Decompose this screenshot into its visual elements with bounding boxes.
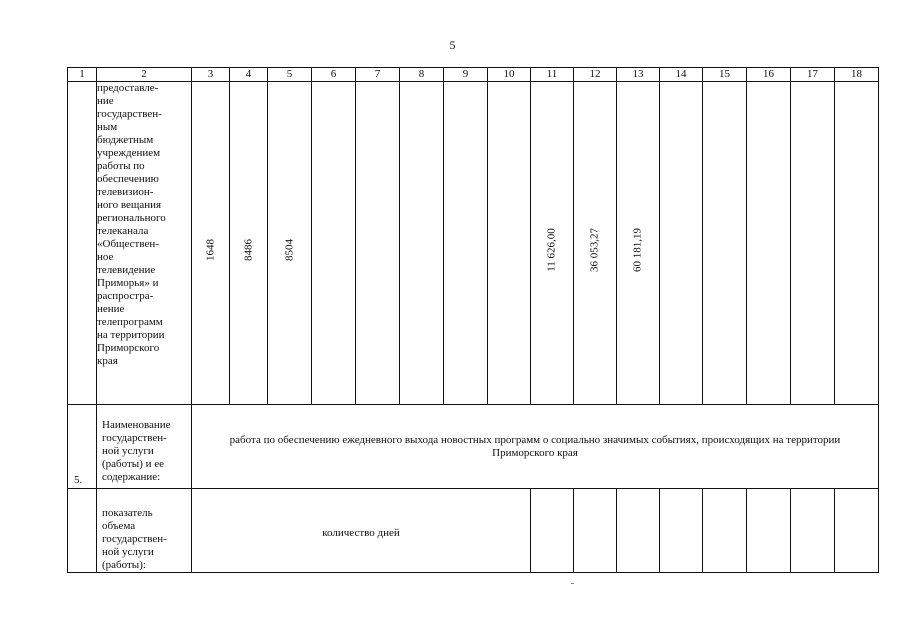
service-name-label xyxy=(97,405,192,489)
column-header: 2 xyxy=(97,68,192,82)
column-header: 6 xyxy=(312,68,356,82)
row-number-cell xyxy=(68,82,97,405)
value-cell-col16 xyxy=(747,82,791,405)
volume-indicator-label xyxy=(97,489,192,573)
volume-indicator-row xyxy=(68,489,879,573)
column-header: 9 xyxy=(444,68,488,82)
column-header: 10 xyxy=(488,68,531,82)
value-col11: 11 626,00 xyxy=(545,228,558,272)
value-cell-col5 xyxy=(268,82,312,405)
volume-cell-col14 xyxy=(660,489,703,573)
column-header: 1 xyxy=(68,68,97,82)
scan-speck xyxy=(571,583,574,584)
volume-indicator-label-text: показатель объема государствен- ной услуги (работы): xyxy=(102,507,167,571)
value-cell-col17 xyxy=(791,82,835,405)
volume-cell-col11 xyxy=(531,489,574,573)
value-col4: 8486 xyxy=(242,239,254,261)
value-cell-col3 xyxy=(192,82,230,405)
value-cell-col4 xyxy=(230,82,268,405)
column-header: 8 xyxy=(400,68,444,82)
column-header: 16 xyxy=(747,68,791,82)
service-description xyxy=(97,82,192,405)
volume-unit: количество дней xyxy=(192,489,531,573)
value-cell-col15 xyxy=(703,82,747,405)
value-cell-col6 xyxy=(312,82,356,405)
row-number: 5. xyxy=(68,405,97,489)
value-cell-col8 xyxy=(400,82,444,405)
volume-cell-col15 xyxy=(703,489,747,573)
value-cell-col12 xyxy=(574,82,617,405)
column-header: 13 xyxy=(617,68,660,82)
column-header: 7 xyxy=(356,68,400,82)
column-header: 3 xyxy=(192,68,230,82)
volume-cell-col18 xyxy=(835,489,879,573)
value-cell-col10 xyxy=(488,82,531,405)
column-header: 12 xyxy=(574,68,617,82)
page-number: 5 xyxy=(449,38,456,52)
column-header: 5 xyxy=(268,68,312,82)
value-col3: 1648 xyxy=(204,239,216,261)
column-header: 4 xyxy=(230,68,268,82)
service-name-content: работа по обеспечению ежедневного выхода новостных программ о социально значимых событиях, происходящих на территории Приморского края xyxy=(192,405,879,489)
service-name-row xyxy=(68,405,879,489)
value-col5: 8504 xyxy=(283,239,295,261)
service-description-text: предоставле- ние государствен- ным бюджетным учреждением работы по обеспечению телевизион- ного вещания регионального телеканала «Обществен- ное телевидение Приморья» и распростра- нение телепрограмм на территории Приморского края xyxy=(97,82,166,367)
value-col13: 60 181,19 xyxy=(631,228,644,272)
column-header: 17 xyxy=(791,68,835,82)
column-header: 11 xyxy=(531,68,574,82)
volume-cell-col13 xyxy=(617,489,660,573)
service-row xyxy=(68,82,879,405)
value-cell-col14 xyxy=(660,82,703,405)
value-cell-col13 xyxy=(617,82,660,405)
volume-cell-col12 xyxy=(574,489,617,573)
value-cell-col7 xyxy=(356,82,400,405)
row-number-cell xyxy=(68,489,97,573)
volume-cell-col17 xyxy=(791,489,835,573)
service-name-label-text: Наименование государствен- ной услуги (работы) и ее содержание: xyxy=(102,419,171,483)
column-header: 18 xyxy=(835,68,879,82)
value-cell-col11 xyxy=(531,82,574,405)
value-cell-col18 xyxy=(835,82,879,405)
value-cell-col9 xyxy=(444,82,488,405)
volume-cell-col16 xyxy=(747,489,791,573)
column-header-row xyxy=(68,68,879,82)
column-header: 15 xyxy=(703,68,747,82)
budget-table xyxy=(67,67,879,573)
column-header: 14 xyxy=(660,68,703,82)
value-col12: 36 053,27 xyxy=(588,228,601,272)
